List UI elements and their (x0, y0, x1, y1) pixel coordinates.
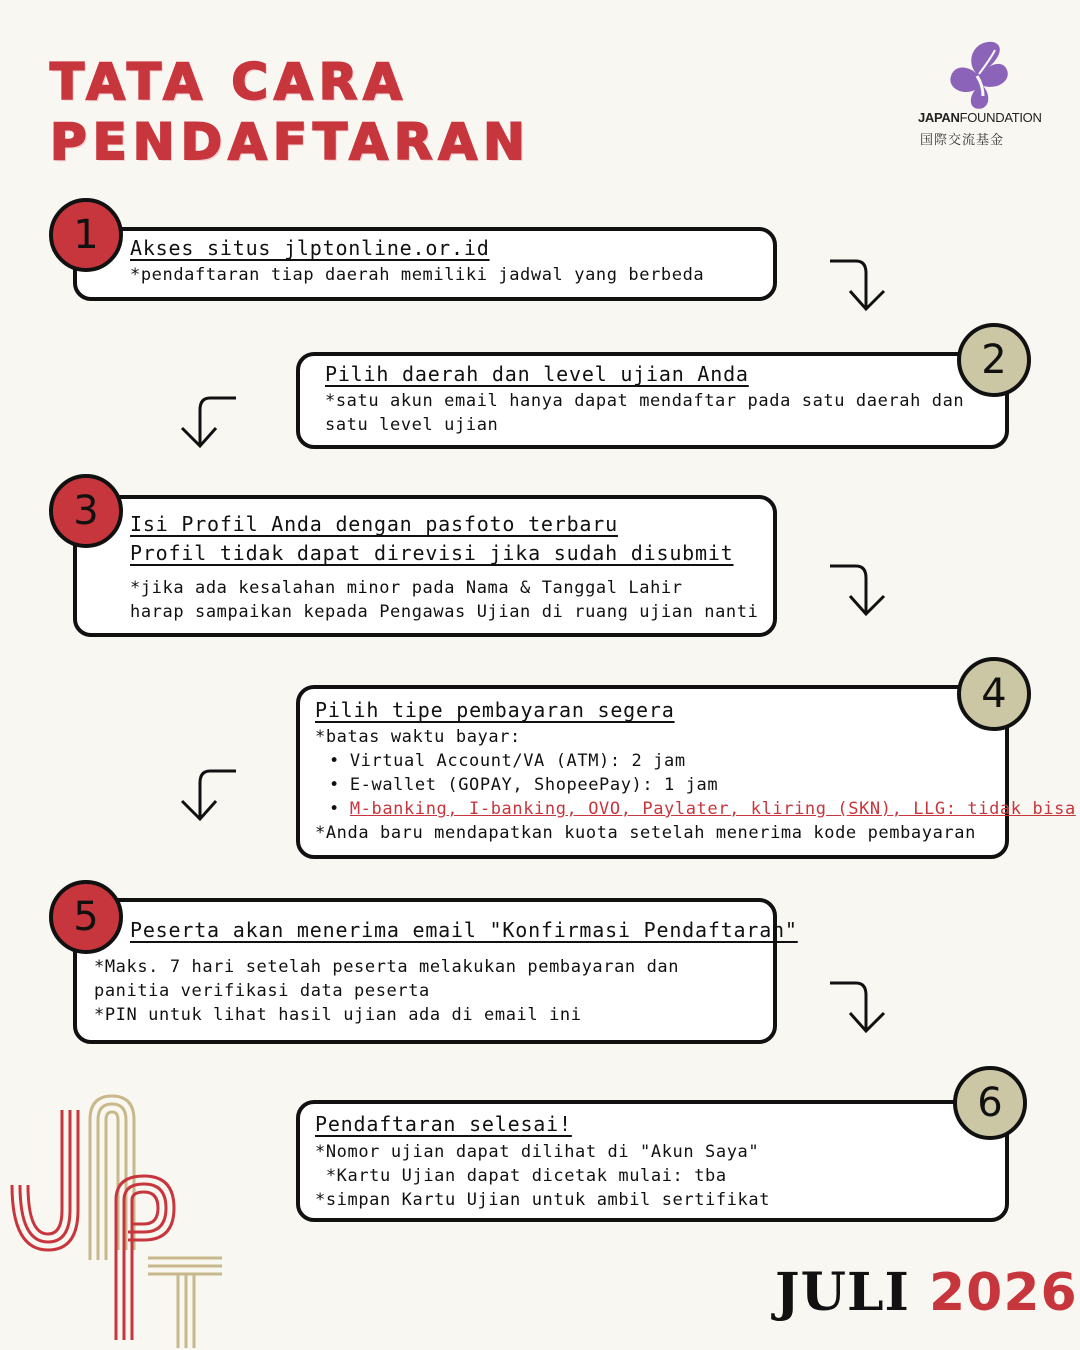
logo-japanese: 国際交流基金 (920, 133, 1005, 148)
arrow-down-right-icon (828, 977, 898, 1037)
exam-date (775, 1262, 1078, 1323)
step-5-note-2: panitia verifikasi data peserta (94, 981, 430, 1001)
page-title-line2: PENDAFTARAN (50, 113, 531, 171)
step-6-note-3: *simpan Kartu Ujian untuk ambil sertifikat (315, 1190, 771, 1210)
jlpt-logo-icon (8, 1090, 228, 1350)
step-3-note-2: harap sampaikan kepada Pengawas Ujian di ruang ujian nanti (130, 602, 759, 622)
step-4-title: Pilih tipe pembayaran segera (315, 698, 675, 722)
step-3-title-2: Profil tidak dapat direvisi jika sudah disubmit (130, 541, 734, 565)
step-1-title: Akses situs jlptonline.or.id (130, 236, 490, 260)
payment-unsupported (329, 797, 1076, 821)
exam-year: 2026 (928, 1263, 1078, 1323)
page-title (50, 52, 531, 172)
arrow-down-right-icon (828, 255, 898, 315)
arrow-down-right-icon (828, 560, 898, 620)
arrow-down-left-icon (170, 392, 240, 452)
step-2-badge: 2 (957, 323, 1031, 397)
step-5-note-1: *Maks. 7 hari setelah peserta melakukan pembayaran dan (94, 957, 680, 977)
step-4-badge: 4 (957, 657, 1031, 731)
exam-month: JULI (775, 1262, 910, 1323)
step-2-title: Pilih daerah dan level ujian Anda (325, 362, 749, 386)
step-3-title-1: Isi Profil Anda dengan pasfoto terbaru (130, 512, 618, 536)
step-6-badge: 6 (953, 1066, 1027, 1140)
step-3-badge: 3 (49, 474, 123, 548)
step-1-note: *pendaftaran tiap daerah memiliki jadwal yang berbeda (130, 265, 705, 285)
logo-wordmark: JAPANFOUNDATION (918, 110, 1042, 125)
step-6-note-2: *Kartu Ujian dapat dicetak mulai: tba (315, 1166, 727, 1186)
step-6-title: Pendaftaran selesai! (315, 1112, 572, 1136)
page-title-line1: TATA CARA (50, 53, 408, 111)
step-4-intro: *batas waktu bayar: (315, 727, 521, 747)
step-1-badge: 1 (49, 198, 123, 272)
step-4-notes (315, 725, 1076, 845)
payment-list (315, 749, 1076, 821)
step-2-note-2: satu level ujian (325, 415, 499, 435)
step-5-note-3: *PIN untuk lihat hasil ujian ada di email ini (94, 1005, 582, 1025)
arrow-down-left-icon (170, 765, 240, 825)
step-2-note-1: *satu akun email hanya dapat mendaftar pada satu daerah dan (325, 391, 965, 411)
step-4-outro: *Anda baru mendapatkan kuota setelah menerima kode pembayaran (315, 823, 976, 843)
payment-ewallet: • E-wallet (GOPAY, ShopeePay): 1 jam (329, 773, 1076, 797)
step-5-badge: 5 (49, 880, 123, 954)
payment-va: • Virtual Account/VA (ATM): 2 jam (329, 749, 1076, 773)
step-6-note-1: *Nomor ujian dapat dilihat di "Akun Saya" (315, 1142, 760, 1162)
step-3-note-1: *jika ada kesalahan minor pada Nama & Tanggal Lahir (130, 578, 683, 598)
step-5-title: Peserta akan menerima email "Konfirmasi Pendaftaran" (130, 918, 798, 942)
payment-unsupported-text: M-banking, I-banking, OVO, Paylater, kliring (SKN), LLG: tidak bisa (349, 799, 1076, 819)
